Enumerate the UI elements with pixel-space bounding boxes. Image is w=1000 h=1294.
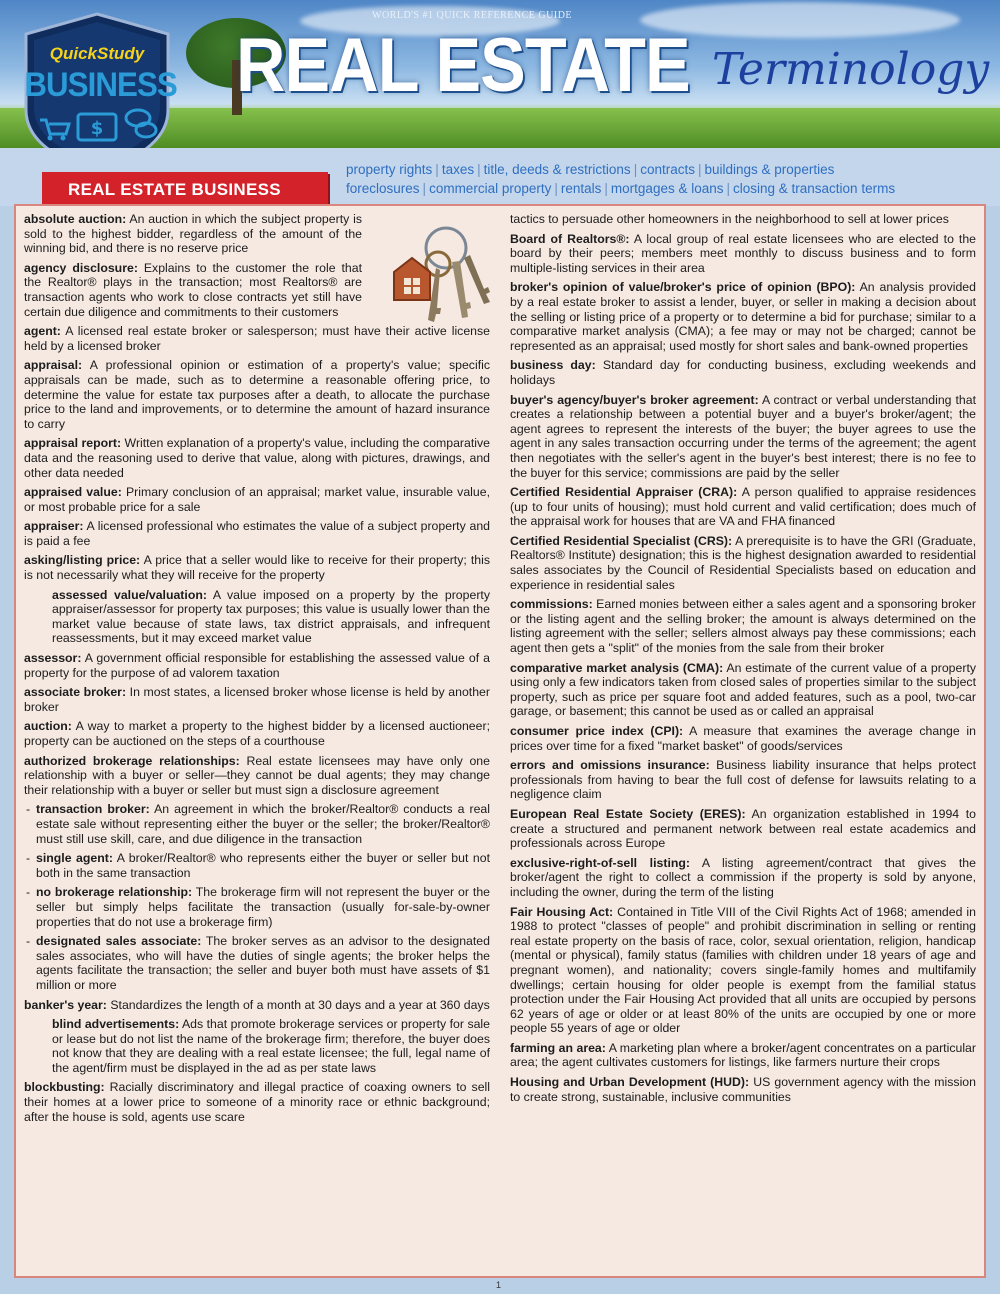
- glossary-entry: [24, 1017, 490, 1075]
- glossary-entry: [510, 232, 976, 276]
- glossary-definition: Primary conclusion of an appraisal; market value, insurable value, or most probable price for a sale: [24, 485, 490, 514]
- glossary-term: Certified Residential Specialist (CRS):: [510, 533, 733, 548]
- topic-link: closing & transaction terms: [733, 181, 896, 196]
- topic-link: taxes: [441, 162, 475, 177]
- topic-link: title, deeds & restrictions: [483, 162, 631, 177]
- glossary-definition: An auction in which the subject property is sold to the highest bidder, regardless of the amount of the winning bid, and there is no reserve price: [24, 212, 362, 256]
- section-tab: [42, 172, 328, 206]
- glossary-entry: [24, 754, 490, 798]
- badge-brand: QuickStudy: [49, 44, 145, 63]
- glossary-entry: [24, 519, 490, 548]
- glossary-definition: In most states, a licensed broker whose license is held by another broker: [24, 685, 490, 714]
- glossary-entry: [510, 212, 976, 227]
- section-label: REAL ESTATE BUSINESS: [68, 180, 281, 199]
- glossary-term: European Real Estate Society (ERES):: [510, 806, 746, 821]
- glossary-definition: Standard day for conducting business, excluding weekends and holidays: [510, 358, 976, 387]
- glossary-term: absolute auction:: [24, 212, 127, 226]
- glossary-entry: [510, 534, 976, 592]
- glossary-definition: A person qualified to appraise residences (up to four units of housing); must hold current and valid certification; does much of the appraisal work for houses that are VA and FHA financed: [510, 485, 976, 529]
- glossary-term: exclusive-right-of-sell listing:: [510, 855, 690, 870]
- topic-row-1: property rights | taxes | title, deeds & restrictions | contracts | buildings & properties: [346, 162, 835, 177]
- glossary-entry: [24, 998, 490, 1013]
- glossary-term: transaction broker:: [36, 802, 150, 817]
- glossary-entry: [510, 393, 976, 481]
- badge-category: BUSINESS: [24, 66, 177, 104]
- glossary-entry: [510, 1041, 976, 1070]
- glossary-term: buyer's agency/buyer's broker agreement:: [510, 392, 759, 407]
- glossary-entry: [510, 358, 976, 387]
- glossary-term: consumer price index (CPI):: [510, 724, 684, 738]
- glossary-definition: Business liability insurance that helps protect professionals from having to bear the full cost of defense for lawsuits relating to a negligence claim: [510, 758, 976, 802]
- topic-link: contracts: [640, 162, 695, 177]
- glossary-definition: An analysis provided by a real estate broker to assist a lender, buyer, or seller in making a decision about the selling or listing price of a property or to determine a bid for purchase; similar to a comparative market analysis (CMA); a fee may or may not be charged; cannot be represented as an appraisal; used mostly for short sales and bank-owned properties: [510, 280, 976, 353]
- glossary-term: appraisal report:: [24, 436, 122, 451]
- glossary-entry: [510, 807, 976, 851]
- glossary-entry: [510, 280, 976, 353]
- glossary-definition: A prerequisite is to have the GRI (Graduate, Realtors® Institute) designation; this is the highest designation awarded to residential sales associates by the Council of Residential Specialists based on education and experience in residential sales: [510, 533, 976, 592]
- glossary-term: agency disclosure:: [24, 260, 138, 275]
- glossary-term: authorized brokerage relationships:: [24, 753, 240, 768]
- tagline: WORLD'S #1 QUICK REFERENCE GUIDE: [372, 10, 573, 21]
- glossary-column-right: [510, 212, 976, 1272]
- glossary-entry: [510, 905, 976, 1036]
- glossary-definition: An organization established in 1994 to create a structured and permanent network between real estate academics and professionals across Europe: [510, 806, 976, 851]
- glossary-entry: [24, 802, 490, 846]
- glossary-panel: [14, 204, 986, 1278]
- glossary-definition: Contained in Title VIII of the Civil Rights Act of 1968; amended in 1988 to protect "classes of people" and prohibit discrimination in selling or renting real estate property on the basis of race, color, sexual orientation, religion, handicap (mental or physical), family status (families with children under 18 years of age and pregnant women), and nationality; covers single-family homes and multifamily dwellings; certain housing for older people is exempt from the familial status protection under the Fair Housing Act provided that all units are occupied by persons 62 years of age or older or at least 80% of the units are occupied by one or more people 55 years of age or older: [510, 904, 976, 1036]
- glossary-definition: Standardizes the length of a month at 30 days and a year at 360 days: [106, 997, 490, 1012]
- glossary-entry: [510, 485, 976, 529]
- glossary-entry: [510, 661, 976, 719]
- glossary-term: asking/listing price:: [24, 553, 141, 568]
- glossary-term: business day:: [510, 358, 596, 373]
- glossary-term: appraised value:: [24, 485, 122, 500]
- glossary-term: farming an area:: [510, 1040, 606, 1055]
- glossary-column-left: [24, 212, 490, 1272]
- glossary-entry: [24, 588, 490, 646]
- topic-link: buildings & properties: [704, 162, 835, 177]
- topic-link: foreclosures: [346, 181, 420, 196]
- glossary-entry: [24, 651, 490, 680]
- glossary-definition: Ads that promote brokerage services or property for sale or lease but do not list the name of the brokerage firm; therefore, the buyer does not know that they are dealing with a real estate licensee; the full, legal name of the agent/firm must be displayed in the ad as per state laws: [52, 1017, 490, 1075]
- glossary-entry: [24, 934, 490, 992]
- page-number: 1: [496, 1280, 502, 1290]
- glossary-definition: Written explanation of a property's value, including the comparative data and the reasoning used to derive that value, along with pictures, drawings, and other data needed: [24, 436, 490, 480]
- glossary-definition: A listing agreement/contract that gives the broker/agent the right to collect a commission if the property is sold by anyone, including the owner, during the term of the listing: [510, 855, 976, 899]
- glossary-entry: [24, 485, 490, 514]
- topic-row-2: foreclosures | commercial property | rentals | mortgages & loans | closing & transaction terms: [346, 181, 896, 196]
- glossary-definition: The broker serves as an advisor to the designated sales associates, who will have the duties of single agents; the broker helps the agents facilitate the transaction; the seller and buyer both must have assets of $1 million or more: [36, 934, 490, 992]
- glossary-entry: [24, 851, 490, 880]
- glossary-term: assessed value/valuation:: [52, 587, 207, 602]
- topic-link: commercial property: [429, 181, 552, 196]
- glossary-entry: [510, 724, 976, 753]
- glossary-definition: A way to market a property to the highest bidder by a licensed auctioneer; property can be auctioned on the steps of a courthouse: [24, 719, 490, 748]
- glossary-entry: [510, 856, 976, 900]
- glossary-entry: [24, 1080, 490, 1124]
- glossary-definition: A local group of real estate licensees who are elected to the board by their peers; members meet monthly to discuss business and to form multiple-listing services in their area: [510, 231, 976, 275]
- glossary-term: single agent:: [36, 851, 113, 866]
- page-subtitle: Terminology: [712, 44, 990, 95]
- glossary-definition: A professional opinion or estimation of a property's value; specific appraisals can be made, such as to determine a reasonable offering price, to determine the value for estate tax purposes after a death, to allocate the purchase price to the land and improvements, or to determine the amount of hazard insurance to carry: [24, 358, 490, 431]
- glossary-definition: A licensed real estate broker or salesperson; must have their active license held by a licensed broker: [24, 324, 490, 353]
- glossary-entry: [510, 1075, 976, 1104]
- glossary-definition: Real estate licensees may have only one relationship with a buyer or seller—they cannot be dual agents; they may change their relationship with a buyer or seller but must sign a disclosure agreement: [24, 753, 490, 797]
- glossary-definition: An estimate of the current value of a property using only a few indicators taken from closed sales of properties similar to the subject property, such as price per square foot and added features, such as a pool, two-car garage, or basement; this cannot be used as or called an appraisal: [510, 660, 976, 719]
- glossary-definition: A marketing plan where a broker/agent concentrates on a particular area; the agent cultivates customers for listings, like farmers nurture their crops: [510, 1040, 976, 1070]
- glossary-term: broker's opinion of value/broker's price of opinion (BPO):: [510, 280, 856, 295]
- page-title: REAL ESTATE: [236, 23, 690, 108]
- glossary-definition: An agreement in which the broker/Realtor® conducts a real estate sale without representing either the buyer or the seller; the broker/Realtor® must still use skill, care, and due diligence in the transaction: [36, 802, 490, 846]
- glossary-entry: [24, 553, 490, 582]
- glossary-term: blockbusting:: [24, 1080, 105, 1095]
- glossary-term: Fair Housing Act:: [510, 904, 614, 919]
- glossary-term: assessor:: [24, 651, 82, 666]
- glossary-term: appraiser:: [24, 519, 84, 534]
- glossary-term: no brokerage relationship:: [36, 885, 193, 900]
- glossary-entry: [24, 885, 490, 929]
- glossary-term: banker's year:: [24, 997, 107, 1012]
- glossary-term: designated sales associate:: [36, 934, 202, 949]
- glossary-definition: A value imposed on a property by the property appraiser/assessor for property tax purposes; this value is usually lower than the market value because of state laws, tax district appraisals, and infrequent reassessments, but it may exceed market value: [52, 587, 490, 646]
- glossary-definition: The brokerage firm will not represent the buyer or the seller but simply helps facilitate the transaction (usually for-sale-by-owner properties that do not use a brokerage firm): [36, 885, 490, 929]
- glossary-definition: A government official responsible for establishing the assessed value of a property for the purpose of ad valorem taxation: [24, 651, 490, 680]
- topic-link: property rights: [346, 162, 433, 177]
- topic-link: mortgages & loans: [610, 181, 724, 196]
- glossary-entry: [24, 436, 490, 480]
- glossary-definition: US government agency with the mission to create strong, sustainable, inclusive communities: [510, 1075, 976, 1104]
- glossary-definition: Explains to the customer the role that the Realtor® plays in the transaction; most Realtors® are transaction agents who work to close contracts yet still have certain due diligence and commitments to their customers: [24, 260, 362, 319]
- glossary-term: Board of Realtors®:: [510, 231, 630, 246]
- glossary-definition: A measure that examines the average change in prices over time for a fixed "market basket" of goods/services: [510, 724, 976, 753]
- glossary-definition: A price that a seller would like to receive for their property; this is not necessarily what they will receive for the property: [24, 553, 490, 583]
- glossary-term: errors and omissions insurance:: [510, 758, 710, 773]
- glossary-term: Certified Residential Appraiser (CRA):: [510, 485, 738, 500]
- glossary-entry: [24, 685, 490, 714]
- glossary-term: associate broker:: [24, 685, 127, 700]
- glossary-entry: [510, 597, 976, 655]
- glossary-definition: Earned monies between either a sales agent and a sponsoring broker or the listing agent and the selling broker; the amount is always determined on the listing agreement with the seller; sellers almost always pay these commissions; each agent then gets a "split" of the monies from the sale from their broker: [510, 597, 976, 656]
- glossary-entry: [24, 358, 490, 431]
- topic-link: rentals: [560, 181, 602, 196]
- glossary-definition: A contract or verbal understanding that creates a relationship between a potential buyer and a buyer's broker/agent; the agent agrees to represent the interests of the buyer; the buyer agrees to use the agent in any sales transaction occurring under the terms of the agreement; the agent then negotiates with the seller's agent in the buyer's best interest; there is no fee to the buyer for this service; commissions are paid by the seller: [510, 392, 976, 480]
- house-keys-icon: [374, 218, 494, 336]
- glossary-definition: A licensed professional who estimates the value of a subject property and is paid a fee: [24, 519, 490, 548]
- glossary-term: blind advertisements:: [52, 1017, 180, 1032]
- glossary-definition: Racially discriminatory and illegal practice of coaxing owners to sell their homes at a lower price to someone of a minority race or ethnic background; after the house is sold, agents use scare: [24, 1080, 490, 1124]
- glossary-term: commissions:: [510, 597, 593, 612]
- svg-text:$: $: [90, 118, 104, 139]
- glossary-term: Housing and Urban Development (HUD):: [510, 1075, 750, 1090]
- glossary-definition: tactics to persuade other homeowners in the neighborhood to sell at lower prices: [510, 212, 949, 226]
- glossary-term: auction:: [24, 719, 72, 734]
- glossary-definition: A broker/Realtor® who represents either the buyer or seller but not both in the same transaction: [36, 851, 490, 880]
- glossary-term: appraisal:: [24, 358, 83, 373]
- glossary-term: comparative market analysis (CMA):: [510, 660, 724, 675]
- glossary-entry: [24, 719, 490, 748]
- glossary-term: agent:: [24, 324, 61, 339]
- topic-links: [346, 160, 986, 198]
- glossary-entry: [510, 758, 976, 802]
